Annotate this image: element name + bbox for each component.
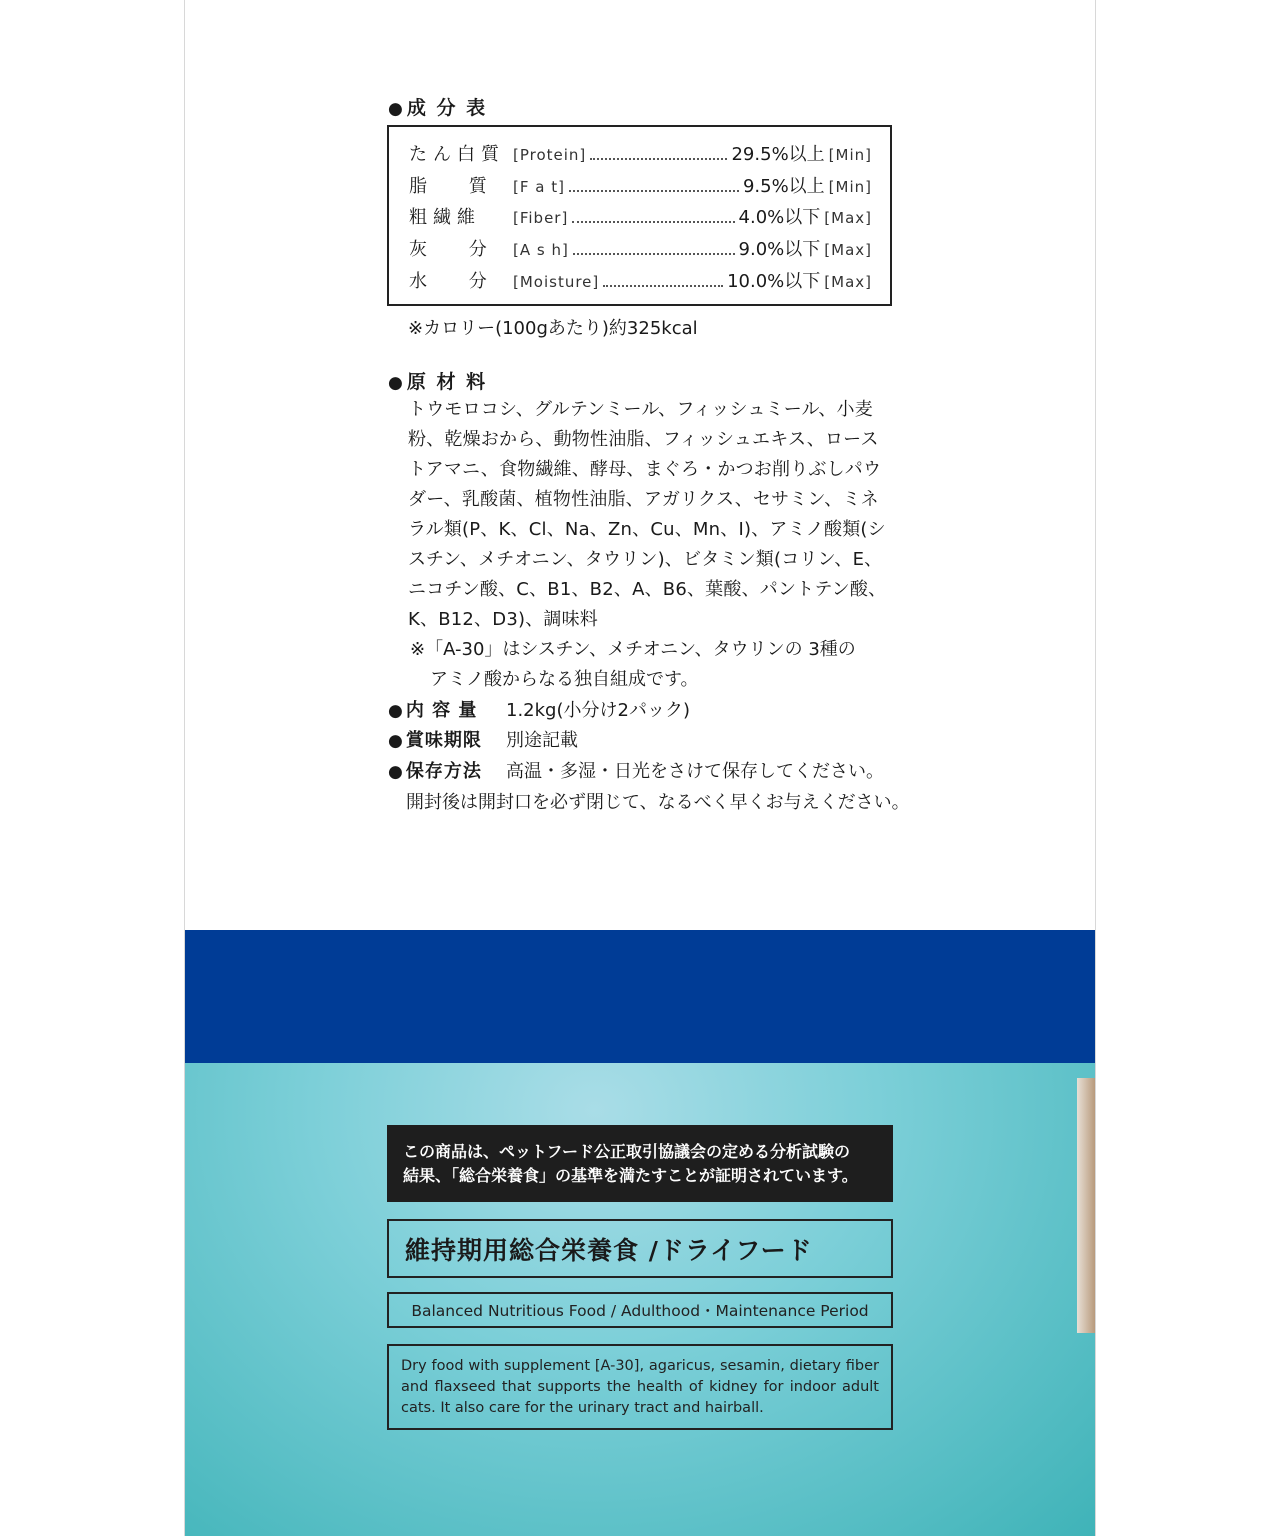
blue-band bbox=[185, 930, 1095, 1063]
expiry-row bbox=[388, 726, 578, 752]
description-en: Dry food with supplement [A-30], agaricus, sesamin, dietary fiber and flaxseed that supports the health of kidney for indoor adult cats. It also care for the urinary tract and hairball. bbox=[387, 1344, 893, 1430]
dot-leader bbox=[603, 284, 723, 287]
food-type-jp: 維持期用総合栄養食 /ドライフード bbox=[387, 1219, 893, 1278]
table-row: たん白質 [Protein] 29.5%以上 [Min] bbox=[409, 144, 872, 165]
storage-value: 高温・多湿・日光をさけて保存してください。 bbox=[506, 761, 884, 782]
ingredients-text: トウモロコシ、グルテンミール、フィッシュミール、小麦粉、乾燥おから、動物性油脂、フィッシュエキス、ローストアマニ、食物繊維、酵母、まぐろ・かつお削りぶしパウダー、乳酸菌、植物性油脂、アガリクス、セサミン、ミネラル類(P、K、Cl、Na、Zn、Cu、Mn、I)、アミノ酸類(シスチン、メチオニン、タウリン)、ビタミン類(コリン、E、ニコチン酸、C、B1、B2、A、B6、葉酸、パントテン酸、K、B12、D3)、調味料 bbox=[408, 399, 887, 630]
storage-value-continued: 開封後は開封口を必ず閉じて、なるべく早くお与えください。 bbox=[406, 792, 910, 813]
table-row: 粗繊維 [Fiber] 4.0%以下 [Max] bbox=[409, 207, 872, 229]
table-row: 水 分 [Moisture] 10.0%以下 [Max] bbox=[409, 270, 872, 292]
nutrition-heading: ● 成 分 表 bbox=[388, 97, 488, 119]
dot-leader bbox=[572, 220, 734, 223]
certification-box: この商品は、ペットフード公正取引協議会の定める分析試験の 結果、「総合栄養食」の基準を満たすことが証明されています。 bbox=[387, 1125, 893, 1202]
food-type-en: Balanced Nutritious Food / Adulthood・Maintenance Period bbox=[387, 1292, 893, 1328]
storage-label: ● 保存方法 bbox=[388, 761, 482, 782]
calorie-note: ※カロリー(100gあたり)約325kcal bbox=[408, 318, 698, 339]
table-row: 脂 質 [F a t] 9.5%以上 [Min] bbox=[409, 175, 872, 197]
bullet-icon: ● bbox=[388, 99, 405, 119]
content-row bbox=[388, 696, 690, 722]
storage-row bbox=[388, 757, 884, 783]
dot-leader bbox=[573, 252, 735, 255]
expiry-value: 別途記載 bbox=[506, 730, 578, 751]
bullet-icon: ● bbox=[388, 373, 405, 393]
table-row: 灰 分 [A s h] 9.0%以下 [Max] bbox=[409, 239, 872, 261]
package-photo-edge bbox=[1077, 1078, 1095, 1333]
nutrition-table bbox=[387, 125, 892, 306]
dot-leader bbox=[590, 157, 727, 160]
dot-leader bbox=[569, 189, 739, 192]
content-value: 1.2kg(小分け2パック) bbox=[506, 700, 690, 721]
ingredients-note: ※「A-30」はシスチン、メチオニン、タウリンの 3種の アミノ酸からなる独自組成です。 bbox=[410, 639, 856, 690]
content-label: ● 内 容 量 bbox=[388, 700, 478, 721]
ingredients-heading: ● 原 材 料 bbox=[388, 371, 488, 393]
expiry-label: ● 賞味期限 bbox=[388, 730, 482, 751]
